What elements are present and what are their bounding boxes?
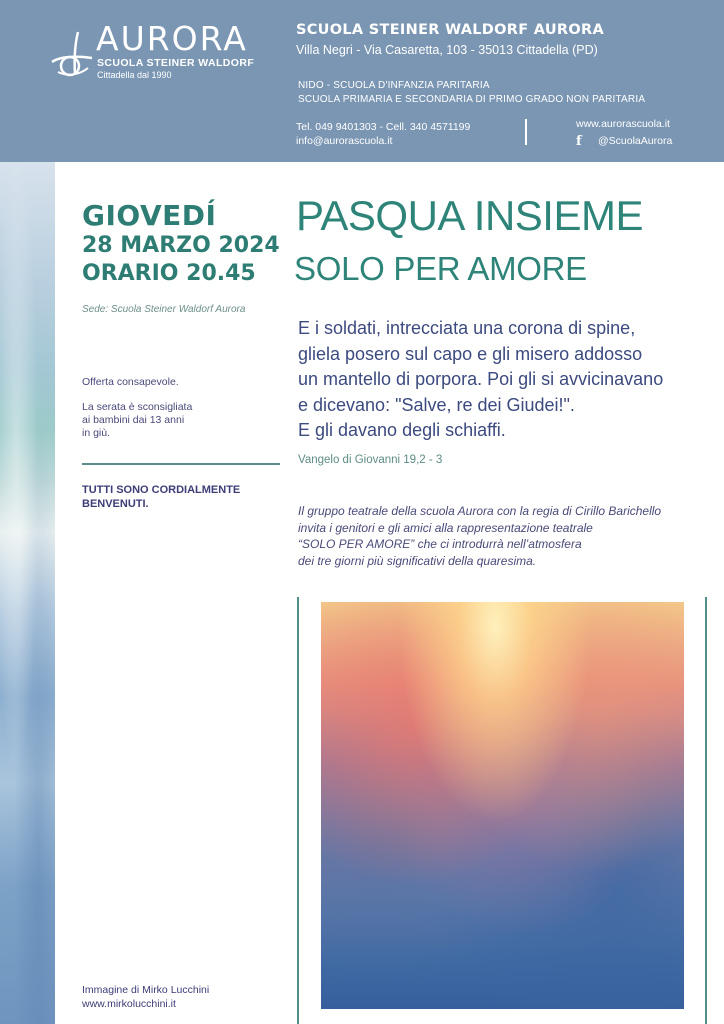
- frame-line-left: [297, 597, 299, 1024]
- offer-note: Offerta consapevole.: [82, 376, 179, 388]
- frame-line-right: [705, 597, 707, 1024]
- event-notes: [82, 376, 192, 440]
- quote-line: gliela posero sul capo e gli misero addosso: [298, 343, 643, 364]
- website-link[interactable]: www.aurorascuola.it: [576, 118, 670, 130]
- invite-line: dei tre giorni più significativi della quaresima.: [298, 553, 537, 568]
- event-weekday: GIOVEDÍ: [82, 199, 217, 232]
- welcome-line: TUTTI SONO CORDIALMENTE: [82, 484, 241, 496]
- logo-title: AURORA: [96, 19, 248, 58]
- quote-line: E gli davano degli schiaffi.: [298, 420, 506, 440]
- facebook-link[interactable]: [576, 133, 672, 150]
- age-advice-line: La serata è sconsigliata: [82, 401, 193, 413]
- contact-info: [296, 120, 470, 148]
- welcome-line: BENVENUTI.: [82, 498, 149, 510]
- sub-title: SOLO PER AMORE: [294, 250, 587, 287]
- facebook-icon: f: [576, 134, 582, 149]
- contact-divider: [525, 119, 527, 145]
- web-contacts: [576, 116, 672, 150]
- watercolor-strip: [0, 162, 55, 1024]
- quote-source: Vangelo di Giovanni 19,2 - 3: [298, 454, 443, 466]
- welcome-message: [82, 483, 240, 511]
- school-address: Villa Negri - Via Casaretta, 103 - 35013 Cittadella (PD): [296, 43, 598, 57]
- image-credit: [82, 983, 209, 1011]
- invite-line: Il gruppo teatrale della scuola Aurora con la regia di Cirillo Barichello: [298, 504, 662, 518]
- school-name: SCUOLA STEINER WALDORF AURORA: [296, 22, 604, 38]
- event-date: 28 MARZO 2024: [82, 233, 280, 258]
- invite-line: invita i genitori e gli amici alla rappresentazione teatrale: [298, 520, 593, 535]
- phone-numbers: Tel. 049 9401303 - Cell. 340 4571199: [296, 121, 471, 133]
- facebook-handle: @ScuolaAurora: [598, 135, 673, 147]
- credit-website[interactable]: www.mirkolucchini.it: [82, 998, 176, 1010]
- invite-line: “SOLO PER AMORE” che ci introdurrà nell’atmosfera: [298, 537, 582, 551]
- school-level-line: SCUOLA PRIMARIA E SECONDARIA DI PRIMO GRADO NON PARITARIA: [298, 94, 646, 105]
- main-title: PASQUA INSIEME: [296, 192, 643, 239]
- header-banner: [0, 0, 724, 162]
- email-link[interactable]: info@aurorascuola.it: [296, 135, 393, 147]
- watercolor-painting: [321, 602, 684, 1009]
- quote-line: e dicevano: "Salve, re dei Giudei!".: [298, 394, 575, 415]
- logo-subtitle: SCUOLA STEINER WALDORF: [97, 57, 255, 69]
- event-time: ORARIO 20.45: [82, 261, 256, 286]
- age-advice-line: in giù.: [82, 427, 111, 439]
- quote-line: un mantello di porpora. Poi gli si avvicinavano: [298, 369, 664, 389]
- logo-since: Cittadella dal 1990: [97, 70, 172, 80]
- section-divider: [82, 463, 280, 465]
- event-date-block: [82, 199, 280, 288]
- event-venue: Sede: Scuola Steiner Waldorf Aurora: [82, 304, 246, 315]
- aurora-logo-icon: [48, 28, 96, 78]
- gospel-quote: [298, 316, 722, 444]
- school-level-line: NIDO - SCUOLA D'INFANZIA PARITARIA: [298, 80, 490, 91]
- school-levels: [298, 79, 645, 107]
- quote-line: E i soldati, intrecciata una corona di spine,: [298, 318, 636, 338]
- age-advice: [82, 401, 192, 440]
- invitation-text: [298, 503, 718, 569]
- age-advice-line: ai bambini dai 13 anni: [82, 414, 185, 426]
- credit-author: Immagine di Mirko Lucchini: [82, 984, 210, 996]
